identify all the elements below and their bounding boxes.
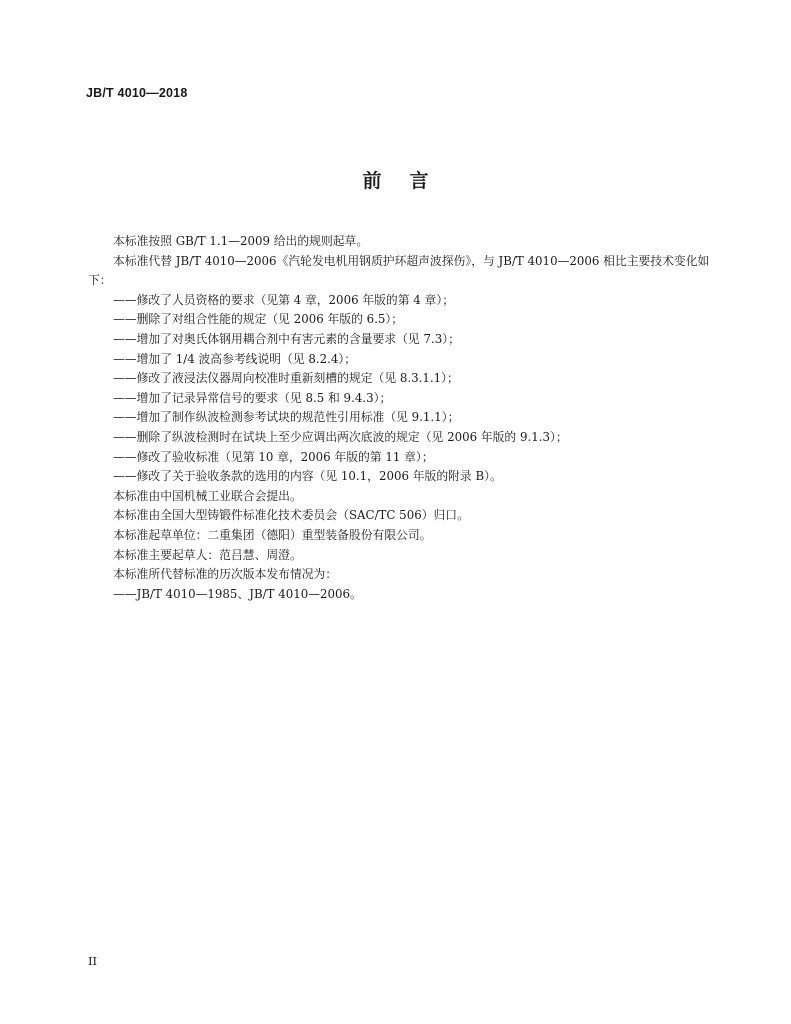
paragraph-proposer: 本标准由中国机械工业联合会提出。 xyxy=(113,488,302,503)
list-item: ——修改了关于验收条款的选用的内容（见 10.1，2006 年版的附录 B）。 xyxy=(113,469,502,484)
page-number: II xyxy=(88,954,98,968)
paragraph-drafters: 本标准主要起草人：范吕慧、周澄。 xyxy=(113,547,302,562)
page-title: 前言 xyxy=(362,170,457,192)
list-item: ——修改了液浸法仪器周向校准时重新刻槽的规定（见 8.3.1.1）； xyxy=(113,371,459,386)
list-item: ——增加了 1/4 波高参考线说明（见 8.2.4）； xyxy=(113,351,357,366)
list-item: ——删除了纵波检测时在试块上至少应调出两次底波的规定（见 2006 年版的 9.1.3）； xyxy=(113,429,568,444)
list-item: ——删除了对组合性能的规定（见 2006 年版的 6.5）； xyxy=(113,312,404,327)
foreword-body xyxy=(88,232,718,604)
standard-code: JB/T 4010—2018 xyxy=(86,86,188,100)
paragraph-drafting-unit: 本标准起草单位：二重集团（德阳）重型装备股份有限公司。 xyxy=(113,527,432,542)
list-item: ——修改了验收标准（见第 10 章，2006 年版的第 11 章）； xyxy=(113,449,434,464)
paragraph-history-intro: 本标准所代替标准的历次版本发布情况为： xyxy=(113,567,338,582)
paragraph-committee: 本标准由全国大型铸锻件标准化技术委员会（SAC/TC 506）归口。 xyxy=(113,508,469,523)
list-item: ——修改了人员资格的要求（见第 4 章，2006 年版的第 4 章）； xyxy=(113,292,455,307)
list-item: ——增加了记录异常信号的要求（见 8.5 和 9.4.3）； xyxy=(113,390,392,405)
paragraph-drafting-rules: 本标准按照 GB/T 1.1—2009 给出的规则起草。 xyxy=(113,234,369,248)
list-item: ——增加了制作纵波检测参考试块的规范性引用标准（见 9.1.1）； xyxy=(113,410,460,425)
paragraph-replacement: 本标准代替 JB/T 4010—2006《汽轮发电机用钢质护环超声波探伤》，与 JB/T 4010—2006 相比主要技术变化如下： xyxy=(88,253,710,288)
list-item: ——增加了对奥氏体钢用耦合剂中有害元素的含量要求（见 7.3）； xyxy=(113,331,460,346)
list-item: ——JB/T 4010—1985、JB/T 4010—2006。 xyxy=(113,586,362,601)
